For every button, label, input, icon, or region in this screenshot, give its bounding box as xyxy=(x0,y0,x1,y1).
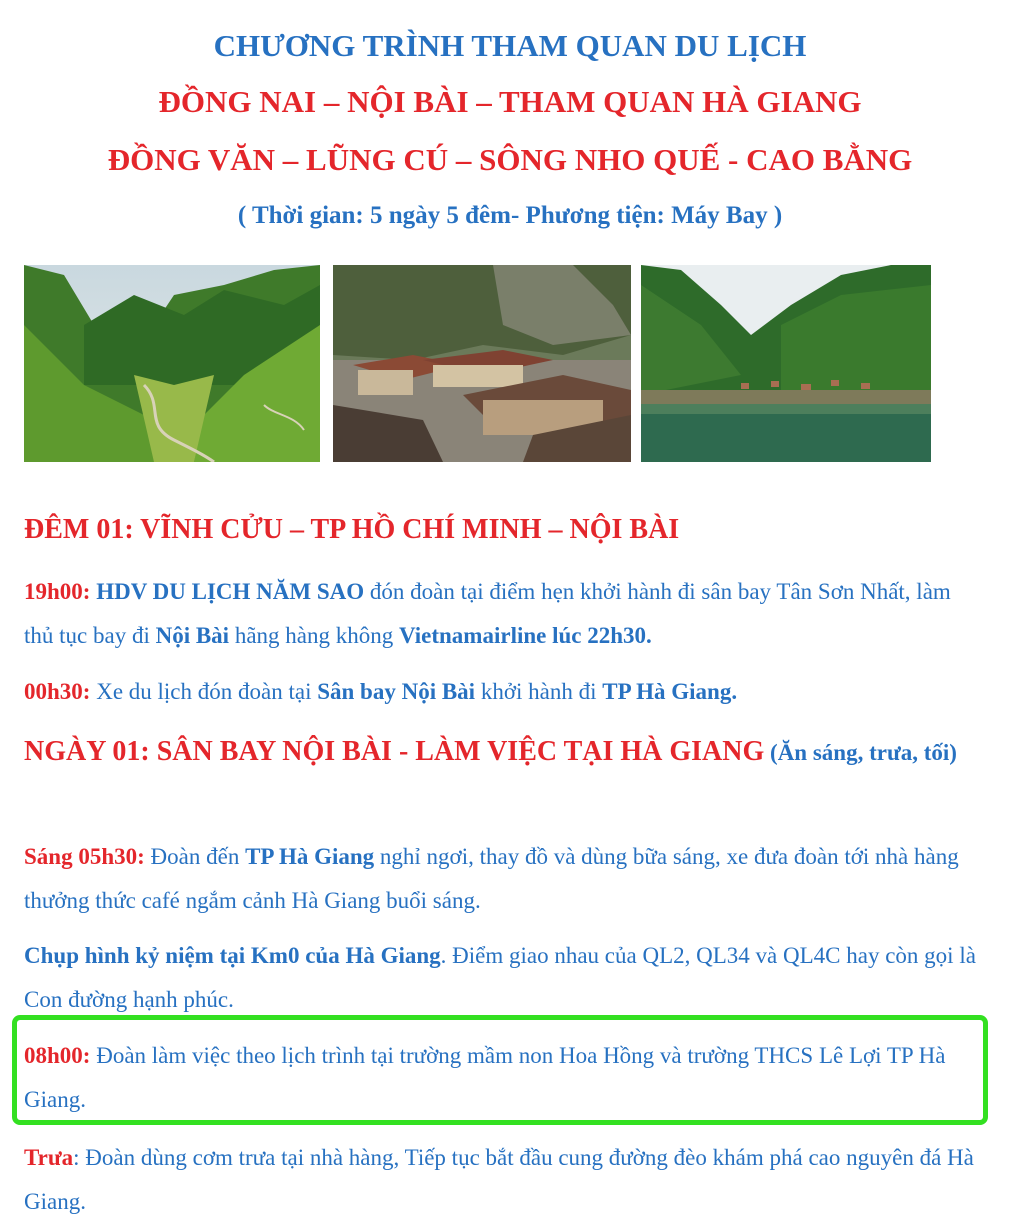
para-text: : Đoàn dùng cơm trưa tại nhà hàng, Tiếp tục bắt đầu cung đường đèo khám phá cao nguyên đá Hà Giang. xyxy=(24,1145,974,1214)
para-text: Đoàn đến xyxy=(144,844,246,869)
destination-text: TP Hà Giang. xyxy=(602,679,738,704)
noi-bai-text: Nội Bài xyxy=(155,623,230,648)
night1-para-1900 xyxy=(24,570,984,658)
old-town-photo xyxy=(333,265,631,462)
para-text: hãng hàng không xyxy=(229,623,399,648)
time-label: 08h00: xyxy=(24,1043,91,1068)
route-title-line2: ĐỒNG VĂN – LŨNG CÚ – SÔNG NHO QUẾ - CAO BẰNG xyxy=(107,142,913,177)
time-label: 00h30: xyxy=(24,679,91,704)
para-text: đón đoàn tại điểm hẹn khởi hành đi sân bay Tân Sơn Nhất, làm thủ tục bay đi xyxy=(24,579,951,648)
day1-para-lunch xyxy=(24,1136,984,1224)
airport-text: Sân bay Nội Bài xyxy=(317,679,476,704)
para-text: Xe du lịch đón đoàn tại xyxy=(90,679,318,704)
night1-para-0030 xyxy=(24,670,984,714)
trip-duration-subtitle: ( Thời gian: 5 ngày 5 đêm- Phương tiện: Máy Bay ) xyxy=(237,202,783,229)
para-text: khởi hành đi xyxy=(475,679,603,704)
day1-para-0800 xyxy=(24,1034,984,1122)
time-label: Sáng 05h30: xyxy=(24,844,145,869)
mountain-valley-photo xyxy=(24,265,320,462)
para-text: nghỉ ngơi, thay đồ và dùng bữa sáng, xe đưa đoàn tới nhà hàng thưởng thức café ngắm cảnh Hà Giang buổi sáng. xyxy=(24,844,959,913)
route-title-line1: ĐỒNG NAI – NỘI BÀI – THAM QUAN HÀ GIANG xyxy=(158,84,862,119)
program-title: CHƯƠNG TRÌNH THAM QUAN DU LỊCH xyxy=(213,28,807,63)
day1-meals: (Ăn sáng, trưa, tối) xyxy=(770,740,957,765)
airline-text: Vietnamairline lúc 22h30. xyxy=(399,623,652,648)
km0-photo-text: Chụp hình kỷ niệm tại Km0 của Hà Giang xyxy=(24,943,441,968)
para-text: . Điểm giao nhau của QL2, QL34 và QL4C hay còn gọi là Con đường hạnh phúc. xyxy=(24,943,976,1012)
guide-company: HDV DU LỊCH NĂM SAO xyxy=(96,579,365,604)
para-text: Đoàn làm việc theo lịch trình tại trường mầm non Hoa Hồng và trường THCS Lê Lợi TP Hà Giang. xyxy=(24,1043,946,1112)
ha-giang-city: TP Hà Giang xyxy=(245,844,375,869)
time-label: 19h00: xyxy=(24,579,91,604)
time-label: Trưa xyxy=(24,1145,74,1170)
day1-para-0530 xyxy=(24,835,984,923)
day1-para-km0 xyxy=(24,934,984,1022)
day1-heading: NGÀY 01: SÂN BAY NỘI BÀI - LÀM VIỆC TẠI HÀ GIANG xyxy=(24,736,765,767)
night1-heading: ĐÊM 01: VĨNH CỬU – TP HỒ CHÍ MINH – NỘI BÀI xyxy=(24,514,680,545)
lake-village-photo xyxy=(641,265,931,462)
day1-heading-block xyxy=(24,729,984,776)
